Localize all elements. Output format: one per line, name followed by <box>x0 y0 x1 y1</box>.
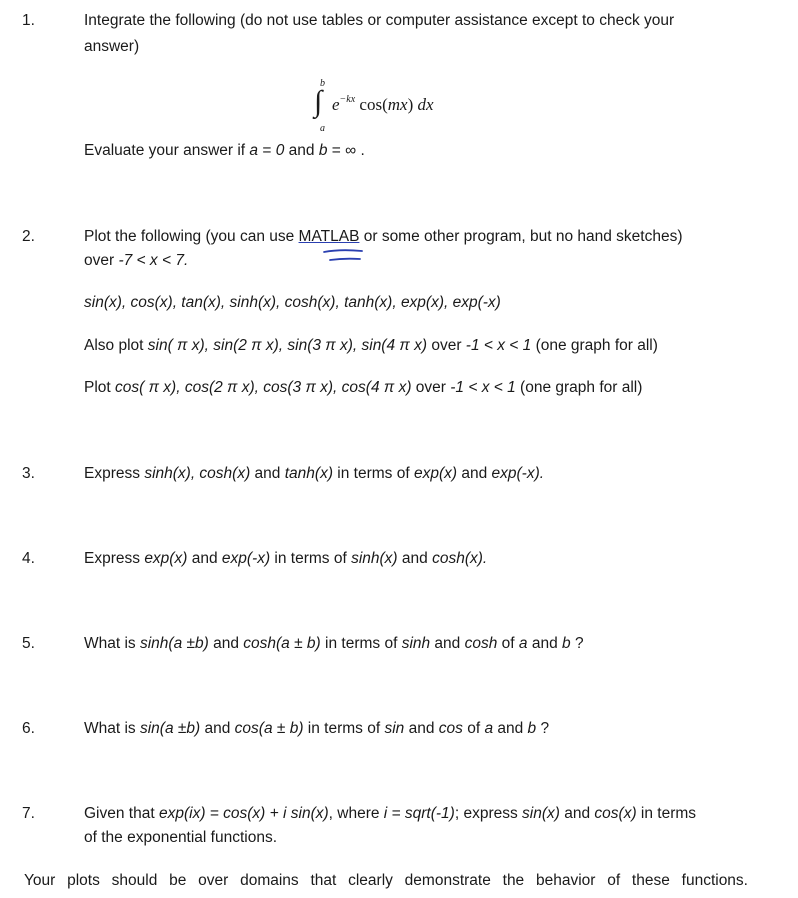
evaluate-line: Evaluate your answer if a = 0 and b = ∞ . <box>84 142 365 159</box>
exp-exponent: −kx <box>339 94 356 105</box>
problem-text: over -7 < x < 7. <box>84 252 189 269</box>
handwritten-annotation <box>322 248 366 264</box>
also-plot-line: Also plot sin( π x), sin(2 π x), sin(3 π x), sin(4 π x) over -1 < x < 1 (one graph for all) <box>84 337 658 354</box>
problem-text: What is sinh(a ±b) and cosh(a ± b) in terms of sinh and cosh of a and b ? <box>84 635 584 652</box>
problem-number: 6. <box>22 720 35 737</box>
problem-text: Given that exp(ix) = cos(x) + i sin(x), where i = sqrt(-1); express sin(x) and cos(x) in terms <box>84 805 697 822</box>
lower-limit: a <box>320 123 325 134</box>
cos-close: ) <box>407 95 414 114</box>
problem-text: Integrate the following (do not use tables or computer assistance except to check your <box>84 12 675 29</box>
integral-sign: ∫ <box>314 85 323 118</box>
problem-text: Express sinh(x), cosh(x) and tanh(x) in terms of exp(x) and exp(-x). <box>84 465 545 482</box>
problem-number: 3. <box>22 465 35 482</box>
integral-formula <box>312 78 472 138</box>
upper-limit: b <box>320 78 325 89</box>
problem-text: of the exponential functions. <box>84 829 278 846</box>
problem-text: Express exp(x) and exp(-x) in terms of sinh(x) and cosh(x). <box>84 550 488 567</box>
matlab-word: MATLAB <box>298 228 360 245</box>
cos-func: cos( <box>359 95 388 114</box>
integrand <box>332 94 434 115</box>
problem-text: answer) <box>84 38 140 55</box>
problem-number: 5. <box>22 635 35 652</box>
problem-number: 4. <box>22 550 35 567</box>
plot-cos-line: Plot cos( π x), cos(2 π x), cos(3 π x), cos(4 π x) over -1 < x < 1 (one graph for all) <box>84 379 643 396</box>
problem-number: 2. <box>22 228 35 245</box>
differential: dx <box>417 95 434 114</box>
problem-number: 7. <box>22 805 35 822</box>
exp-base: e <box>332 95 340 114</box>
problem-number: 1. <box>22 12 35 29</box>
cos-arg: mx <box>387 95 408 114</box>
problem-text: Plot the following (you can use MATLAB or some other program, but no hand sketches) <box>84 228 683 245</box>
footer-note: Your plots should be over domains that clearly demonstrate the behavior of these functions. <box>24 872 748 889</box>
functions-list: sin(x), cos(x), tan(x), sinh(x), cosh(x), tanh(x), exp(x), exp(-x) <box>84 294 501 311</box>
problem-text: What is sin(a ±b) and cos(a ± b) in terms of sin and cos of a and b ? <box>84 720 550 737</box>
